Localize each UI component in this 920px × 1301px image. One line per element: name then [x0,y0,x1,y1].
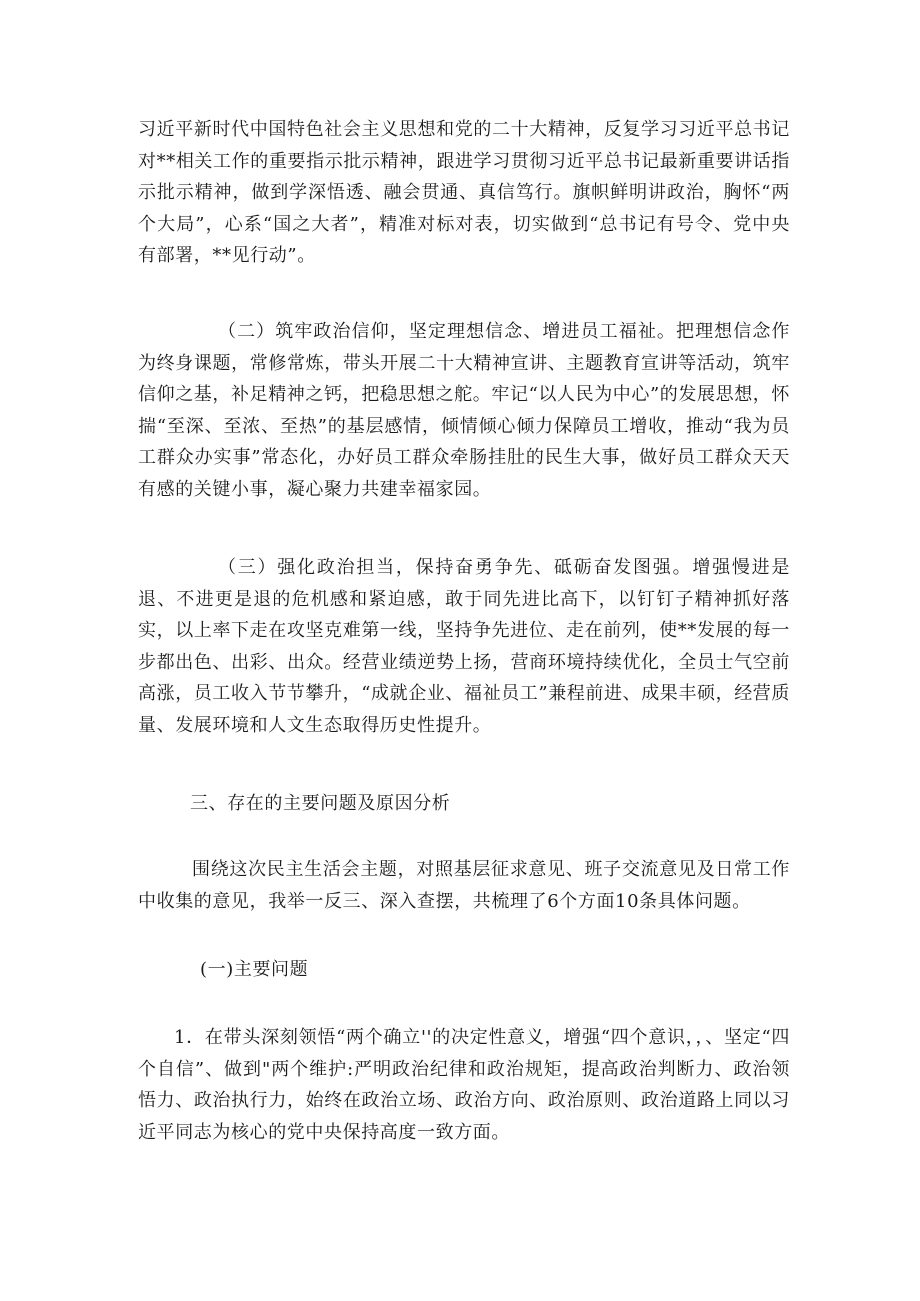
paragraph-political-belief: （二）筑牢政治信仰，坚定理想信念、增进员工福祉。把理想信念作为终身课题，常修常炼，带头开展二十大精神宣讲、主题教育宣讲等活动，筑牢信仰之基，补足精神之钙，把稳思想之舵。牢记“以人民为中心”的发展思想，怀揣“至深、至浓、至热”的基层感情，倾情倾心倾力保障员工增收，推动“我为员工群众办实事”常态化，办好员工群众牵肠挂肚的民生大事，做好员工群众天天有感的关键小事，凝心聚力共建幸福家园。 [138,321,791,500]
paragraph-meeting-theme: 围绕这次民主生活会主题，对照基层征求意见、班子交流意见及日常工作中收集的意见，我举一反三、深入查摆，共梳理了6个方面10条具体问题。 [138,859,790,912]
section-heading-problems: 三、存在的主要问题及原因分析 [190,793,451,814]
paragraph-study-thought: 习近平新时代中国特色社会主义思想和党的二十大精神，反复学习习近平总书记对**相关工作的重要指示批示精神，跟进学习贯彻习近平总书记最新重要讲话指示批示精神，做到学深悟透、融会贯通、真信笃行。旗帜鲜明讲政治，胸怀“两个大局”，心系“国之大者”，精准对标对表，切实做到“总书记有号令、党中央有部署，**见行动”。 [138,119,790,266]
paragraph-political-responsibility: （三）强化政治担当，保持奋勇争先、砥砺奋发图强。增强慢进是退、不进更是退的危机感和紧迫感，敢于同先进比高下，以钉钉子精神抓好落实，以上率下走在攻坚克难第一线，坚持争先进位、走在前列，使**发展的每一步都出色、出彩、出众。经营业绩逆势上扬，营商环境持续优化，全员士气空前高涨，员工收入节节攀升，“成就企业、福祉员工”兼程前进、成果丰硕，经营质量、发展环境和人文生态取得历史性提升。 [138,557,791,736]
subheading-main-problems: (一)主要问题 [200,959,309,980]
paragraph-problem-1: 1．在带头深刻领悟“两个确立''的决定性意义，增强“四个意识，，、坚定“四个自信”、做到"两个维护:严明政治纪律和政治规矩，提高政治判断力、政治领悟力、政治执行力，始终在政治立场、政治方向、政治原则、政治道路上同以习近平同志为核心的党中央保持高度一致方面。 [138,1027,790,1143]
